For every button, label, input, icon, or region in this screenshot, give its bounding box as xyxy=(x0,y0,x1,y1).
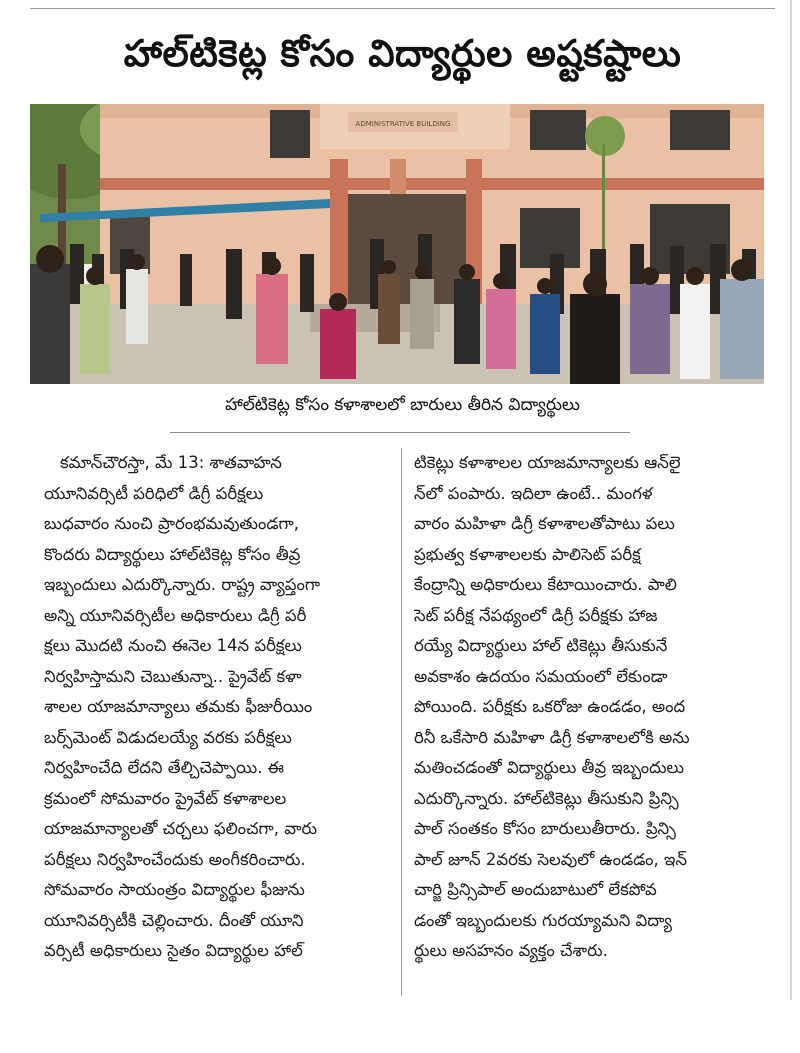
news-photo xyxy=(30,104,764,384)
text-line: శాలల యాజమాన్యాలు తమకు ఫీజురీయిం xyxy=(44,697,313,716)
text-line: వర్సిటీ అధికారులు సైతం విద్యార్థుల హాల్ xyxy=(44,941,303,960)
caption-rule xyxy=(170,432,630,433)
text-line: ఇబ్బందులు ఎదుర్కొన్నారు. రాష్ట్ర వ్యాప్తంగా xyxy=(44,575,321,594)
text-line: అవకాశం ఉదయం సమయంలో లేకుండా xyxy=(414,666,668,686)
text-line: ఎదుర్కొన్నారు. హాల్‌టికెట్లు తీసుకుని ప్రిన్సి xyxy=(414,788,679,808)
page-edge xyxy=(790,0,792,1000)
text-line: రినీ ఒకేసారి మహిళా డిగ్రీ కళాశాలలోకి అను xyxy=(414,727,690,747)
text-line: సోమవారం సాయంత్రం విద్యార్థుల ఫీజును xyxy=(44,880,305,899)
text-line: పోయింది. పరీక్షకు ఒకరోజు ఉండడం, అంద xyxy=(414,697,686,716)
text-line: ప్రభుత్వ కళాశాలలకు పాలిసెట్ పరీక్ష xyxy=(414,544,641,564)
text-line: యూనివర్సిటీ పరిధిలో డిగ్రీ పరీక్షలు xyxy=(44,483,264,503)
text-line: చార్జి ప్రిన్సిపాల్ అందుబాటులో లేకపోవ xyxy=(414,880,657,899)
text-line: బర్స్‌మెంట్ విడుదలయ్యే వరకు పరీక్షలు xyxy=(44,727,292,747)
text-line: న్‌లో పంపారు. ఇదిలా ఉంటే.. మంగళ xyxy=(414,483,653,503)
text-line: రయ్యే విద్యార్థులు హాల్ టికెట్లు తీసుకునే xyxy=(414,636,668,655)
building-sign: ADMINISTRATIVE BUILDING xyxy=(355,120,451,128)
text-line: క్షలు మొదటి నుంచి ఈనెల 14న పరీక్షలు xyxy=(44,636,302,655)
top-rule xyxy=(30,8,775,9)
article-column-left xyxy=(44,448,404,967)
text-line: కొందరు విద్యార్థులు హాల్‌టికెట్ల కోసం తీవ్ర xyxy=(44,544,301,564)
text-line: పాల్ జూన్ 2వరకు సెలవులో ఉండడం, ఇన్ xyxy=(414,849,687,869)
headline: హాల్‌టికెట్ల కోసం విద్యార్థుల అష్టకష్టాలు xyxy=(123,32,682,75)
text-line: కమాన్‌చౌరస్తా, మే 13: శాతవాహన xyxy=(60,453,282,472)
photo-caption: హాల్‌టికెట్ల కోసం కళాశాలలో బారులు తీరిన విద్యార్థులు xyxy=(225,395,580,415)
text-line: మతించడంతో విద్యార్థులు తీవ్ర ఇబ్బందులు xyxy=(414,758,684,777)
text-line: సెట్ పరీక్ష నేపథ్యంలో డిగ్రీ పరీక్షకు హాజ xyxy=(414,605,658,625)
text-line: పరీక్షలు నిర్వహించేందుకు అంగీకరించారు. xyxy=(44,849,306,869)
article-column-right xyxy=(414,448,774,967)
text-line: బుధవారం నుంచి ప్రారంభమవుతుండగా, xyxy=(44,514,299,533)
text-line: నిర్వహించేది లేదని తేల్చిచెప్పాయి. ఈ xyxy=(44,758,285,777)
text-line: పాల్ సంతకం కోసం బారులుతీరారు. ప్రిన్సి xyxy=(414,819,676,838)
text-line: వారం మహిళా డిగ్రీ కళాశాలతోపాటు పలు xyxy=(414,514,675,533)
text-line: అన్ని యూనివర్సిటీల అధికారులు డిగ్రీ పరీ xyxy=(44,605,307,625)
column-divider xyxy=(401,448,402,996)
text-line: నిర్వహిస్తామని చెబుతున్నా.. ప్రైవేట్ కళా xyxy=(44,666,302,686)
text-line: కేంద్రాన్ని అధికారులు కేటాయించారు. పాలి xyxy=(414,575,677,594)
text-line: డంతో ఇబ్బందులకు గురయ్యామని విద్యా xyxy=(414,910,672,930)
text-line: క్రమంలో సోమవారం ప్రైవేట్ కళాశాలల xyxy=(44,788,287,808)
text-line: యాజమాన్యాలతో చర్చలు ఫలించగా, వారు xyxy=(44,819,317,838)
text-line: ర్థులు అసహనం వ్యక్తం చేశారు. xyxy=(414,941,608,960)
text-line: యూనివర్సిటీకి చెల్లించారు. దీంతో యూని xyxy=(44,910,304,930)
text-line: టికెట్లు కళాశాలల యాజమాన్యాలకు ఆన్‌లై xyxy=(414,453,681,472)
